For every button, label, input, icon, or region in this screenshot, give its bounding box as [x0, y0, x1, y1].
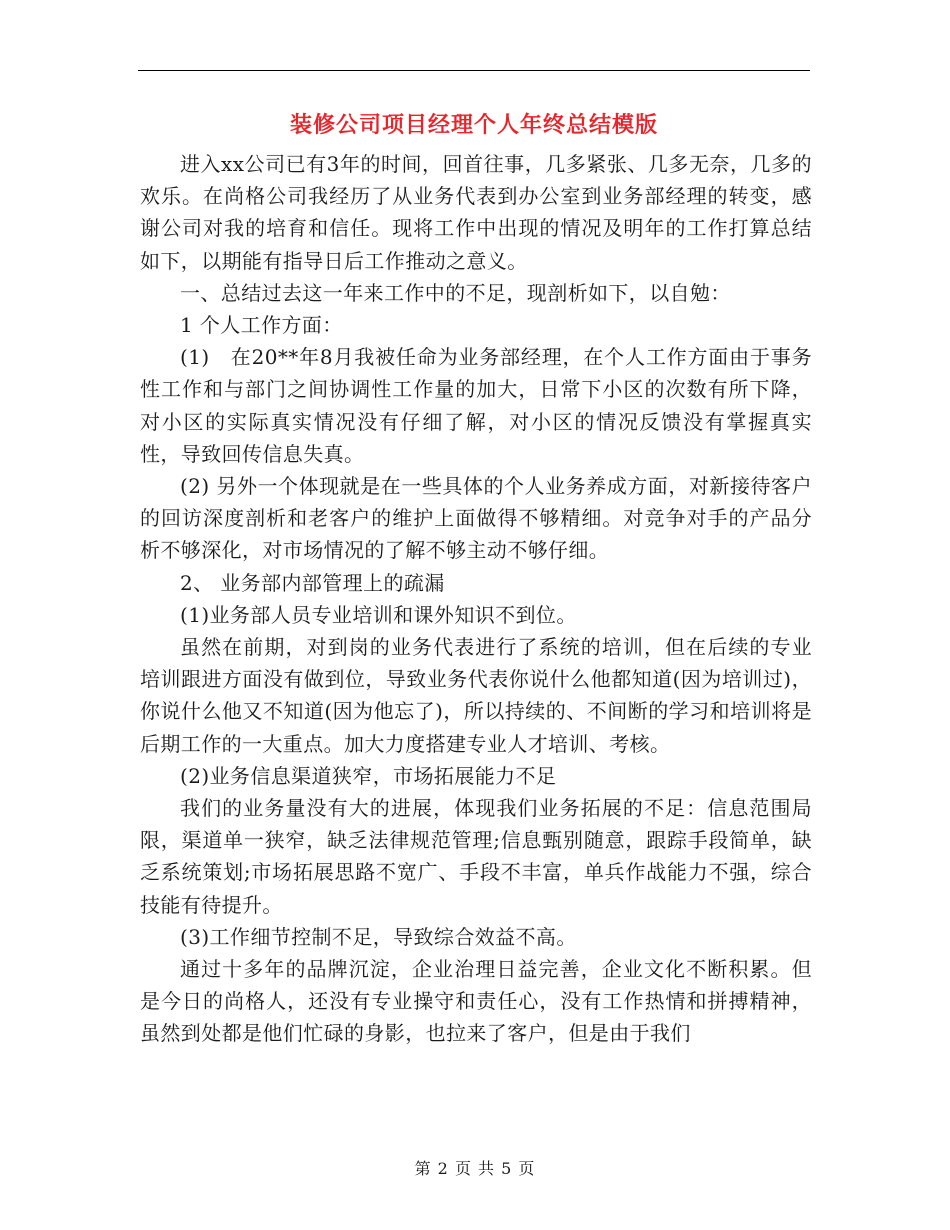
paragraph: 一、总结过去这一年来工作中的不足，现剖析如下，以自勉： — [180, 280, 731, 305]
page-footer: 第 2 页 共 5 页 — [414, 1159, 536, 1178]
paragraph: (1) 在20**年8月我被任命为业务部经理，在个人工作方面由于事务性工作和与部门之间协调性工作量的加大，日常下小区的次数有所下降，对小区的实际真实情况没有仔细了解，对小区的情况反馈没有掌握真实性，导致回传信息失真。 — [140, 345, 812, 466]
paragraph: (2)业务信息渠道狭窄，市场拓展能力不足 — [180, 763, 557, 788]
header-rule — [138, 70, 810, 71]
document-title: 装修公司项目经理个人年终总结模版 — [289, 112, 658, 138]
paragraph: 1 个人工作方面： — [180, 313, 343, 338]
document-body — [140, 148, 812, 1050]
paragraph: 我们的业务量没有大的进展，体现我们业务拓展的不足：信息范围局限，渠道单一狭窄，缺乏法律规范管理;信息甄别随意，跟踪手段简单，缺乏系统策划;市场拓展思路不宽广、手段不丰富，单兵作战能力不强，综合技能有待提升。 — [140, 796, 812, 917]
paragraph: (2) 另外一个体现就是在一些具体的个人业务养成方面，对新接待客户的回访深度剖析和老客户的维护上面做得不够精细。对竞争对手的产品分析不够深化，对市场情况的了解不够主动不够仔细。 — [140, 474, 812, 563]
paragraph: 进入xx公司已有3年的时间，回首往事，几多紧张、几多无奈，几多的欢乐。在尚格公司我经历了从业务代表到办公室到业务部经理的转变，感谢公司对我的培育和信任。现将工作中出现的情况及明年的工作打算总结如下，以期能有指导日后工作推动之意义。 — [140, 152, 812, 273]
paragraph: (3)工作细节控制不足，导致综合效益不高。 — [180, 924, 577, 949]
paragraph: 2、 业务部内部管理上的疏漏 — [180, 570, 445, 595]
paragraph: (1)业务部人员专业培训和课外知识不到位。 — [180, 602, 577, 627]
paragraph: 通过十多年的品牌沉淀，企业治理日益完善，企业文化不断积累。但是今日的尚格人，还没有专业操守和责任心，没有工作热情和拼搏精神，虽然到处都是他们忙碌的身影，也拉来了客户，但是由于我们 — [140, 957, 812, 1046]
paragraph: 虽然在前期，对到岗的业务代表进行了系统的培训，但在后续的专业培训跟进方面没有做到位，导致业务代表你说什么他都知道(因为培训过)，你说什么他又不知道(因为他忘了)，所以持续的、不间断的学习和培训将是后期工作的一大重点。加大力度搭建专业人才培训、考核。 — [140, 635, 812, 756]
